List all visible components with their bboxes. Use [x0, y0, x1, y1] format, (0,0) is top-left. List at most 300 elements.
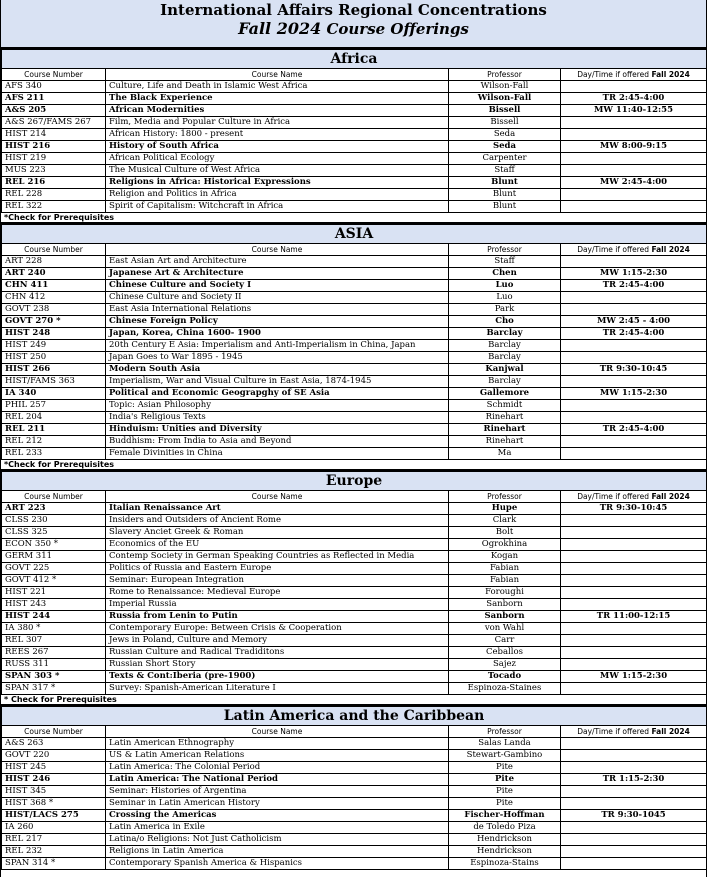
table-row [2, 201, 707, 213]
course-name: Rome to Renaissance: Medieval Europe [106, 587, 449, 599]
professor: Chen [449, 268, 561, 280]
table-row [2, 412, 707, 424]
professor: Pite [449, 762, 561, 774]
professor: Carr [449, 635, 561, 647]
day-time [561, 129, 707, 141]
table-row [2, 268, 707, 280]
professor: Pite [449, 798, 561, 810]
term-label: Fall 2024 [238, 19, 322, 38]
course-name: African Political Ecology [106, 153, 449, 165]
day-time [561, 623, 707, 635]
course-name: East Asian Art and Architecture [106, 256, 449, 268]
table-row [2, 858, 707, 870]
col-professor: Professor [449, 244, 561, 256]
col-daytime [561, 244, 707, 256]
professor: Rinehart [449, 424, 561, 436]
section-title: Latin America and the Caribbean [2, 706, 707, 726]
course-name: The Musical Culture of West Africa [106, 165, 449, 177]
day-time [561, 575, 707, 587]
col-course-number: Course Number [2, 726, 106, 738]
course-name: Latin America: The National Period [106, 774, 449, 786]
course-number: HIST 244 [2, 611, 106, 623]
col-daytime-label: Day/Time if offered [577, 245, 650, 254]
day-time [561, 165, 707, 177]
professor: Clark [449, 515, 561, 527]
course-number: HIST 216 [2, 141, 106, 153]
day-time: TR 1:15-2:30 [561, 774, 707, 786]
day-time [561, 400, 707, 412]
course-name: Spirit of Capitalism: Witchcraft in Africa [106, 201, 449, 213]
professor: Kanjwal [449, 364, 561, 376]
column-header-row [2, 244, 707, 256]
professor: Schmidt [449, 400, 561, 412]
day-time [561, 539, 707, 551]
professor: Ceballos [449, 647, 561, 659]
col-professor: Professor [449, 726, 561, 738]
course-name: African History: 1800 - present [106, 129, 449, 141]
table-row [2, 659, 707, 671]
professor: Hupe [449, 503, 561, 515]
course-number: ART 223 [2, 503, 106, 515]
course-name: Seminar: Histories of Argentina [106, 786, 449, 798]
professor: Foroughi [449, 587, 561, 599]
column-header-row [2, 726, 707, 738]
course-number: REL 216 [2, 177, 106, 189]
table-row [2, 798, 707, 810]
professor: Seda [449, 129, 561, 141]
day-time [561, 189, 707, 201]
day-time: MW 8:00-9:15 [561, 141, 707, 153]
table-row [2, 400, 707, 412]
table-row [2, 683, 707, 695]
col-course-name: Course Name [106, 244, 449, 256]
course-name: Latin America: The Colonial Period [106, 762, 449, 774]
col-daytime-term: Fall 2024 [651, 245, 690, 254]
course-number: HIST/LACS 275 [2, 810, 106, 822]
course-name: Modern South Asia [106, 364, 449, 376]
col-course-number: Course Number [2, 244, 106, 256]
course-name: Jews in Poland, Culture and Memory [106, 635, 449, 647]
day-time: MW 1:15-2:30 [561, 671, 707, 683]
course-table [1, 470, 707, 695]
course-name: Japanese Art & Architecture [106, 268, 449, 280]
table-row [2, 141, 707, 153]
course-table [1, 223, 707, 460]
course-table [1, 705, 707, 870]
col-daytime [561, 726, 707, 738]
table-row [2, 587, 707, 599]
table-row [2, 153, 707, 165]
professor: Bolt [449, 527, 561, 539]
table-row [2, 328, 707, 340]
professor: Blunt [449, 177, 561, 189]
section-title: ASIA [2, 224, 707, 244]
course-table [1, 48, 707, 213]
col-course-name: Course Name [106, 726, 449, 738]
document-header [1, 0, 706, 48]
day-time [561, 448, 707, 460]
table-row [2, 503, 707, 515]
course-number: A&S 263 [2, 738, 106, 750]
course-name: Italian Renaissance Art [106, 503, 449, 515]
course-number: A&S 267/FAMS 267 [2, 117, 106, 129]
col-course-name: Course Name [106, 69, 449, 81]
table-row [2, 424, 707, 436]
course-name: Religions in Latin America [106, 846, 449, 858]
sections-container [1, 48, 706, 870]
course-number: REL 217 [2, 834, 106, 846]
course-number: A&S 205 [2, 105, 106, 117]
course-name: Latin America in Exile [106, 822, 449, 834]
day-time: TR 2:45-4:00 [561, 93, 707, 105]
professor: Fabian [449, 575, 561, 587]
day-time [561, 563, 707, 575]
col-professor: Professor [449, 69, 561, 81]
col-daytime-term: Fall 2024 [651, 70, 690, 79]
table-row [2, 575, 707, 587]
col-course-number: Course Number [2, 491, 106, 503]
course-number: AFS 340 [2, 81, 106, 93]
prerequisite-note: * Check for Prerequisites [1, 695, 706, 705]
table-row [2, 822, 707, 834]
course-number: REL 232 [2, 846, 106, 858]
course-number: REL 204 [2, 412, 106, 424]
course-name: Contemporary Europe: Between Crisis & Cooperation [106, 623, 449, 635]
table-row [2, 352, 707, 364]
course-name: Economics of the EU [106, 539, 449, 551]
table-row [2, 256, 707, 268]
col-daytime-label: Day/Time if offered [577, 727, 650, 736]
day-time: TR 2:45-4:00 [561, 328, 707, 340]
course-number: HIST 248 [2, 328, 106, 340]
course-name: Imperialism, War and Visual Culture in East Asia, 1874-1945 [106, 376, 449, 388]
professor: Seda [449, 141, 561, 153]
course-name: Film, Media and Popular Culture in Africa [106, 117, 449, 129]
table-row [2, 93, 707, 105]
day-time: MW 2:45-4:00 [561, 177, 707, 189]
professor: Pite [449, 786, 561, 798]
professor: Stewart-Gambino [449, 750, 561, 762]
professor: Kogan [449, 551, 561, 563]
region-section [1, 470, 706, 705]
professor: Ma [449, 448, 561, 460]
course-name: Latina/o Religions: Not Just Catholicism [106, 834, 449, 846]
course-name: Texts & Cont:Iberia (pre-1900) [106, 671, 449, 683]
day-time [561, 659, 707, 671]
professor: de Toledo Piza [449, 822, 561, 834]
day-time [561, 798, 707, 810]
course-name: The Black Experience [106, 93, 449, 105]
course-number: GOVT 412 * [2, 575, 106, 587]
professor: Fischer-Hoffman [449, 810, 561, 822]
course-number: SPAN 303 * [2, 671, 106, 683]
course-number: IA 380 * [2, 623, 106, 635]
table-row [2, 810, 707, 822]
day-time [561, 352, 707, 364]
course-name: Female Divinities in China [106, 448, 449, 460]
course-name: Chinese Foreign Policy [106, 316, 449, 328]
day-time [561, 153, 707, 165]
day-time [561, 292, 707, 304]
course-number: CHN 411 [2, 280, 106, 292]
professor: Barclay [449, 340, 561, 352]
prerequisite-note: *Check for Prerequisites [1, 213, 706, 223]
course-number: REL 307 [2, 635, 106, 647]
day-time [561, 81, 707, 93]
day-time [561, 304, 707, 316]
day-time: TR 2:45-4:00 [561, 280, 707, 292]
course-name: Latin American Ethnography [106, 738, 449, 750]
course-number: PHIL 257 [2, 400, 106, 412]
table-row [2, 81, 707, 93]
table-row [2, 105, 707, 117]
col-daytime-term: Fall 2024 [651, 727, 690, 736]
course-name: Crossing the Americas [106, 810, 449, 822]
day-time: TR 2:45-4:00 [561, 424, 707, 436]
professor: Barclay [449, 352, 561, 364]
professor: Bissell [449, 105, 561, 117]
table-row [2, 611, 707, 623]
day-time [561, 587, 707, 599]
course-name: Seminar: European Integration [106, 575, 449, 587]
course-name: Slavery Anciet Greek & Roman [106, 527, 449, 539]
course-number: HIST 368 * [2, 798, 106, 810]
course-name: Russian Culture and Radical Tradiditons [106, 647, 449, 659]
col-daytime-label: Day/Time if offered [577, 70, 650, 79]
course-number: CLSS 325 [2, 527, 106, 539]
course-number: REL 228 [2, 189, 106, 201]
day-time [561, 412, 707, 424]
course-name: Russian Short Story [106, 659, 449, 671]
course-name: India's Religious Texts [106, 412, 449, 424]
professor: Bissell [449, 117, 561, 129]
day-time [561, 376, 707, 388]
professor: Carpenter [449, 153, 561, 165]
document-title: International Affairs Regional Concentrations [160, 1, 547, 19]
day-time [561, 551, 707, 563]
professor: Blunt [449, 189, 561, 201]
table-row [2, 117, 707, 129]
day-time: TR 9:30-10:45 [561, 364, 707, 376]
day-time: TR 11:00-12:15 [561, 611, 707, 623]
course-name: East Asia International Relations [106, 304, 449, 316]
course-name: Buddhism: From India to Asia and Beyond [106, 436, 449, 448]
professor: Barclay [449, 376, 561, 388]
professor: Rinehart [449, 436, 561, 448]
subtitle-rest: Course Offerings [326, 20, 469, 38]
table-row [2, 448, 707, 460]
column-header-row [2, 491, 707, 503]
table-row [2, 671, 707, 683]
table-row [2, 563, 707, 575]
table-row [2, 846, 707, 858]
table-row [2, 189, 707, 201]
table-row [2, 834, 707, 846]
table-row [2, 774, 707, 786]
table-row [2, 280, 707, 292]
professor: Espinoza-Staines [449, 683, 561, 695]
day-time: MW 1:15-2:30 [561, 268, 707, 280]
course-number: HIST 250 [2, 352, 106, 364]
course-number: CLSS 230 [2, 515, 106, 527]
table-row [2, 340, 707, 352]
professor: Barclay [449, 328, 561, 340]
professor: Luo [449, 292, 561, 304]
table-row [2, 388, 707, 400]
table-row [2, 599, 707, 611]
course-number: SPAN 317 * [2, 683, 106, 695]
professor: Luo [449, 280, 561, 292]
course-number: HIST 249 [2, 340, 106, 352]
day-time [561, 750, 707, 762]
professor: Pite [449, 774, 561, 786]
course-number: REL 233 [2, 448, 106, 460]
course-number: AFS 211 [2, 93, 106, 105]
course-name: History of South Africa [106, 141, 449, 153]
course-number: IA 260 [2, 822, 106, 834]
table-row [2, 515, 707, 527]
course-number: GOVT 225 [2, 563, 106, 575]
professor: Wilson-Fall [449, 93, 561, 105]
day-time [561, 647, 707, 659]
course-number: ART 240 [2, 268, 106, 280]
course-name: Politics of Russia and Eastern Europe [106, 563, 449, 575]
course-number: HIST 246 [2, 774, 106, 786]
course-number: GOVT 270 * [2, 316, 106, 328]
table-row [2, 376, 707, 388]
professor: Staff [449, 165, 561, 177]
table-row [2, 786, 707, 798]
day-time [561, 858, 707, 870]
course-number: HIST 245 [2, 762, 106, 774]
col-professor: Professor [449, 491, 561, 503]
course-name: Hinduism: Unities and Diversity [106, 424, 449, 436]
table-row [2, 527, 707, 539]
course-number: HIST 243 [2, 599, 106, 611]
day-time [561, 834, 707, 846]
day-time [561, 515, 707, 527]
professor: Hendrickson [449, 846, 561, 858]
course-number: HIST 214 [2, 129, 106, 141]
course-number: MUS 223 [2, 165, 106, 177]
col-daytime-label: Day/Time if offered [577, 492, 650, 501]
course-number: IA 340 [2, 388, 106, 400]
professor: Salas Landa [449, 738, 561, 750]
course-name: Topic: Asian Philosophy [106, 400, 449, 412]
table-row [2, 635, 707, 647]
document-subtitle [1, 19, 706, 39]
col-daytime [561, 491, 707, 503]
course-number: HIST 345 [2, 786, 106, 798]
course-name: Imperial Russia [106, 599, 449, 611]
course-number: ECON 350 * [2, 539, 106, 551]
course-name: Insiders and Outsiders of Ancient Rome [106, 515, 449, 527]
table-row [2, 539, 707, 551]
course-number: REL 212 [2, 436, 106, 448]
day-time: MW 1:15-2:30 [561, 388, 707, 400]
day-time: MW 11:40-12:55 [561, 105, 707, 117]
professor: Fabian [449, 563, 561, 575]
table-row [2, 647, 707, 659]
col-daytime-term: Fall 2024 [651, 492, 690, 501]
course-number: HIST 221 [2, 587, 106, 599]
table-row [2, 551, 707, 563]
course-name: Religion and Politics in Africa [106, 189, 449, 201]
course-name: Seminar in Latin American History [106, 798, 449, 810]
course-name: Chinese Culture and Society I [106, 280, 449, 292]
day-time [561, 340, 707, 352]
col-course-name: Course Name [106, 491, 449, 503]
course-name: Religions in Africa: Historical Expressions [106, 177, 449, 189]
region-section [1, 48, 706, 223]
course-name: Political and Economic Geograpghy of SE Asia [106, 388, 449, 400]
professor: Hendrickson [449, 834, 561, 846]
table-row [2, 165, 707, 177]
course-number: REES 267 [2, 647, 106, 659]
professor: Gallemore [449, 388, 561, 400]
prerequisite-note: *Check for Prerequisites [1, 460, 706, 470]
course-name: Culture, Life and Death in Islamic West Africa [106, 81, 449, 93]
day-time [561, 201, 707, 213]
course-name: Survey: Spanish-American Literature I [106, 683, 449, 695]
course-number: REL 322 [2, 201, 106, 213]
day-time [561, 786, 707, 798]
course-name: African Modernities [106, 105, 449, 117]
day-time: MW 2:45 - 4:00 [561, 316, 707, 328]
professor: Staff [449, 256, 561, 268]
table-row [2, 177, 707, 189]
section-title: Europe [2, 471, 707, 491]
professor: Rinehart [449, 412, 561, 424]
course-number: ART 228 [2, 256, 106, 268]
course-number: HIST/FAMS 363 [2, 376, 106, 388]
section-title: Africa [2, 49, 707, 69]
day-time: TR 9:30-1045 [561, 810, 707, 822]
day-time [561, 527, 707, 539]
professor: Tocado [449, 671, 561, 683]
professor: Sanborn [449, 611, 561, 623]
course-number: GOVT 220 [2, 750, 106, 762]
professor: Espinoza-Stains [449, 858, 561, 870]
course-name: Japan, Korea, China 1600- 1900 [106, 328, 449, 340]
day-time [561, 738, 707, 750]
professor: Sajez [449, 659, 561, 671]
table-row [2, 304, 707, 316]
col-daytime [561, 69, 707, 81]
day-time [561, 683, 707, 695]
day-time [561, 436, 707, 448]
course-number: REL 211 [2, 424, 106, 436]
professor: Ogrokhina [449, 539, 561, 551]
professor: Park [449, 304, 561, 316]
course-name: Contemporary Spanish America & Hispanics [106, 858, 449, 870]
col-course-number: Course Number [2, 69, 106, 81]
course-number: GOVT 238 [2, 304, 106, 316]
professor: Wilson-Fall [449, 81, 561, 93]
region-section [1, 223, 706, 470]
professor: Blunt [449, 201, 561, 213]
table-row [2, 750, 707, 762]
table-row [2, 623, 707, 635]
course-name: Chinese Culture and Society II [106, 292, 449, 304]
day-time [561, 822, 707, 834]
table-row [2, 436, 707, 448]
professor: Cho [449, 316, 561, 328]
table-row [2, 364, 707, 376]
column-header-row [2, 69, 707, 81]
professor: Sanborn [449, 599, 561, 611]
course-number: HIST 266 [2, 364, 106, 376]
